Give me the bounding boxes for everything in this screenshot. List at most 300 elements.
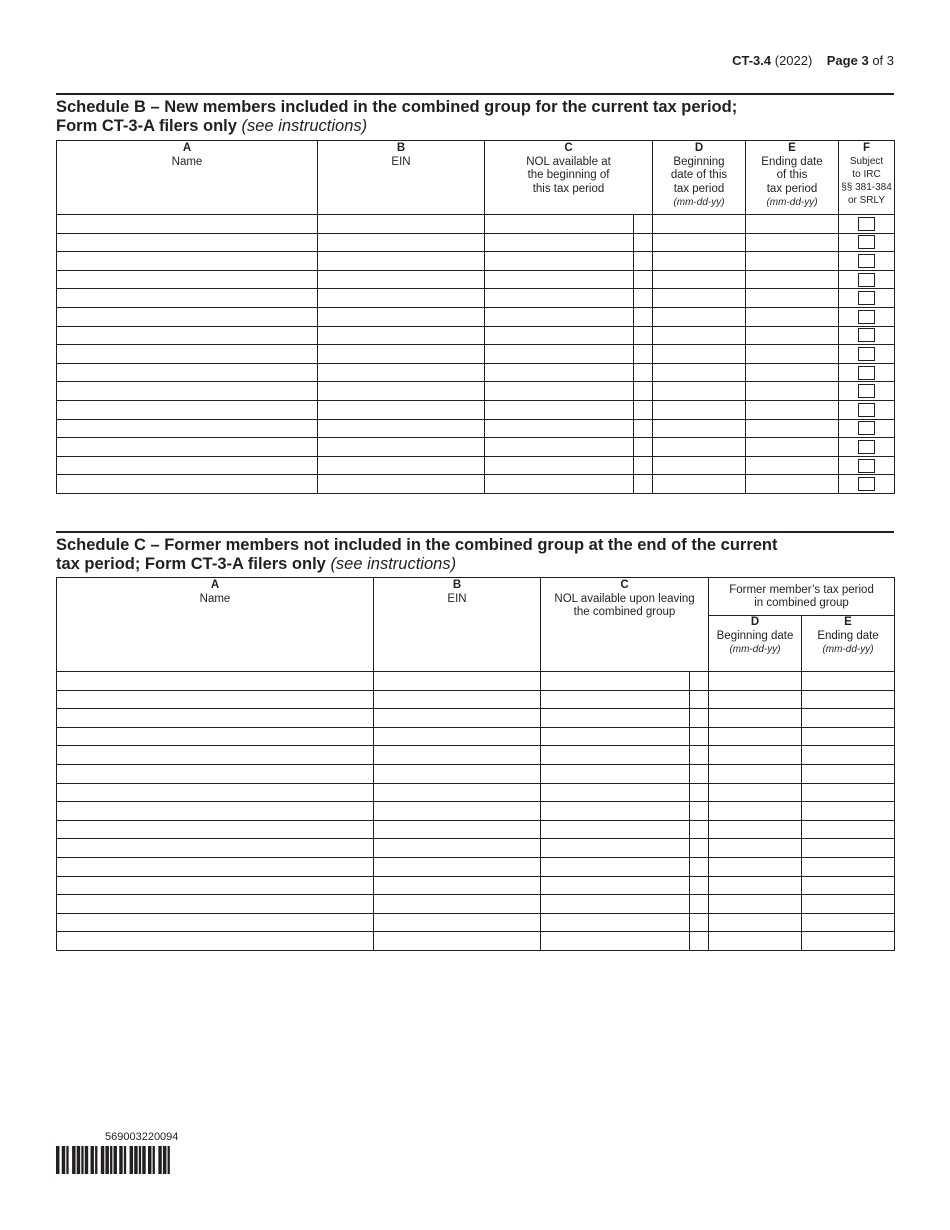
sc-begin-date-cell[interactable] [709, 783, 802, 802]
sb-ein-cell[interactable] [318, 363, 485, 382]
schedule-c-row [57, 913, 895, 932]
sb-nol-cell[interactable] [485, 307, 634, 326]
sb-name-cell[interactable] [57, 345, 318, 364]
form-year: (2022) [774, 53, 813, 68]
sb-col-f-line1: Subject [849, 156, 884, 167]
sb-name-cell[interactable] [57, 363, 318, 382]
srly-checkbox[interactable] [858, 459, 875, 473]
schedule-b-row [57, 289, 895, 308]
sb-nol-cents-cell[interactable] [634, 345, 653, 364]
page-header [732, 53, 894, 68]
sb-begin-date-cell[interactable] [653, 252, 746, 271]
sb-ein-cell[interactable] [318, 289, 485, 308]
sb-ein-cell[interactable] [318, 270, 485, 289]
schedule-b-row [57, 345, 895, 364]
sb-name-cell[interactable] [57, 456, 318, 475]
sb-col-a-letter: A [182, 142, 192, 154]
sc-nol-cell[interactable] [541, 709, 690, 728]
sb-nol-cell[interactable] [485, 400, 634, 419]
sc-end-date-cell[interactable] [802, 709, 895, 728]
sc-end-date-cell[interactable] [802, 690, 895, 709]
sb-ein-cell[interactable] [318, 252, 485, 271]
sb-name-cell[interactable] [57, 326, 318, 345]
sc-end-date-cell[interactable] [802, 913, 895, 932]
sc-nol-cents-cell[interactable] [690, 783, 709, 802]
sb-checkbox-cell [839, 400, 895, 419]
sc-ein-cell[interactable] [374, 746, 541, 765]
sb-begin-date-cell[interactable] [653, 456, 746, 475]
schedule-b-title-line1: Schedule B – New members included in the combined group for the current tax period; [56, 98, 738, 116]
sc-nol-cents-cell[interactable] [690, 727, 709, 746]
schedule-c-title-note: (see instructions) [330, 555, 457, 573]
sc-nol-cents-cell[interactable] [690, 839, 709, 858]
sb-col-e-letter: E [788, 142, 796, 154]
sb-ein-cell[interactable] [318, 382, 485, 401]
schedule-c-table [56, 577, 895, 951]
sc-begin-date-cell[interactable] [709, 672, 802, 691]
sc-ein-cell[interactable] [374, 764, 541, 783]
sc-name-cell[interactable] [57, 913, 374, 932]
barcode-bar [77, 1146, 80, 1174]
sb-checkbox-cell [839, 438, 895, 457]
sc-begin-date-cell[interactable] [709, 913, 802, 932]
sc-name-cell[interactable] [57, 932, 374, 951]
sb-ein-cell[interactable] [318, 345, 485, 364]
srly-checkbox[interactable] [858, 310, 875, 324]
sc-begin-date-cell[interactable] [709, 895, 802, 914]
sb-end-date-cell[interactable] [746, 326, 839, 345]
sb-checkbox-cell [839, 233, 895, 252]
sc-begin-date-cell[interactable] [709, 802, 802, 821]
sc-col-d-format: (mm-dd-yy) [729, 644, 781, 655]
sc-name-cell[interactable] [57, 802, 374, 821]
sb-begin-date-cell[interactable] [653, 475, 746, 494]
sc-end-date-cell[interactable] [802, 783, 895, 802]
sc-nol-cents-cell[interactable] [690, 876, 709, 895]
sb-ein-cell[interactable] [318, 419, 485, 438]
sc-col-e-format: (mm-dd-yy) [822, 644, 874, 655]
sb-nol-cents-cell[interactable] [634, 289, 653, 308]
sb-checkbox-cell [839, 363, 895, 382]
sb-nol-cents-cell[interactable] [634, 215, 653, 234]
sc-nol-cell[interactable] [541, 857, 690, 876]
barcode-bar [56, 1146, 59, 1174]
sb-ein-cell[interactable] [318, 456, 485, 475]
sb-nol-cell[interactable] [485, 252, 634, 271]
sb-begin-date-cell[interactable] [653, 270, 746, 289]
schedule-c-row [57, 876, 895, 895]
sc-name-cell[interactable] [57, 727, 374, 746]
sc-col-d-header [709, 616, 802, 672]
barcode-bar [95, 1146, 97, 1174]
sc-end-date-cell[interactable] [802, 895, 895, 914]
sc-nol-cents-cell[interactable] [690, 913, 709, 932]
sc-name-cell[interactable] [57, 857, 374, 876]
schedule-c-title [56, 531, 894, 574]
sb-checkbox-cell [839, 215, 895, 234]
sb-nol-cents-cell[interactable] [634, 307, 653, 326]
sc-nol-cell[interactable] [541, 913, 690, 932]
sc-col-e-letter: E [844, 616, 852, 628]
sb-nol-cents-cell[interactable] [634, 326, 653, 345]
sb-nol-cents-cell[interactable] [634, 252, 653, 271]
srly-checkbox[interactable] [858, 273, 875, 287]
sb-col-f-line2: to IRC [852, 169, 881, 180]
sb-col-f-letter: F [862, 142, 871, 154]
sb-checkbox-cell [839, 456, 895, 475]
barcode-bar [163, 1146, 166, 1174]
sb-col-c-header [485, 141, 653, 215]
sb-nol-cents-cell[interactable] [634, 438, 653, 457]
sb-end-date-cell[interactable] [746, 363, 839, 382]
schedule-b-row [57, 215, 895, 234]
sc-nol-cell[interactable] [541, 820, 690, 839]
sb-end-date-cell[interactable] [746, 438, 839, 457]
sb-begin-date-cell[interactable] [653, 326, 746, 345]
sc-end-date-cell[interactable] [802, 746, 895, 765]
sb-nol-cents-cell[interactable] [634, 400, 653, 419]
sb-end-date-cell[interactable] [746, 233, 839, 252]
schedule-b-row [57, 438, 895, 457]
sb-col-b-letter: B [396, 142, 406, 154]
sb-begin-date-cell[interactable] [653, 363, 746, 382]
sc-ein-cell[interactable] [374, 820, 541, 839]
sc-nol-cents-cell[interactable] [690, 690, 709, 709]
sb-nol-cell[interactable] [485, 419, 634, 438]
sb-nol-cents-cell[interactable] [634, 419, 653, 438]
sc-nol-cell[interactable] [541, 672, 690, 691]
sb-begin-date-cell[interactable] [653, 307, 746, 326]
schedule-b-row [57, 252, 895, 271]
sb-begin-date-cell[interactable] [653, 289, 746, 308]
barcode-bar [62, 1146, 65, 1174]
sc-col-c-letter: C [620, 579, 629, 591]
sb-nol-cell[interactable] [485, 289, 634, 308]
sc-col-d-label: Beginning date [716, 629, 794, 642]
srly-checkbox[interactable] [858, 217, 875, 231]
sc-nol-cell[interactable] [541, 802, 690, 821]
sb-col-b-label: EIN [391, 155, 411, 168]
sc-nol-cents-cell[interactable] [690, 764, 709, 783]
sc-col-e-header [802, 616, 895, 672]
sc-group-line1: Former member’s tax period [729, 583, 874, 596]
sc-ein-cell[interactable] [374, 709, 541, 728]
sb-col-e-format: (mm-dd-yy) [766, 197, 818, 208]
sc-col-a-header [57, 578, 374, 672]
sb-end-date-cell[interactable] [746, 382, 839, 401]
sc-col-c-line2: the combined group [573, 606, 676, 618]
sb-nol-cell[interactable] [485, 363, 634, 382]
sc-nol-cents-cell[interactable] [690, 820, 709, 839]
schedule-c-row [57, 839, 895, 858]
sc-end-date-cell[interactable] [802, 802, 895, 821]
barcode-bar [85, 1146, 88, 1174]
sc-ein-cell[interactable] [374, 932, 541, 951]
sb-nol-cell[interactable] [485, 345, 634, 364]
sc-begin-date-cell[interactable] [709, 932, 802, 951]
sb-nol-cell[interactable] [485, 233, 634, 252]
sb-end-date-cell[interactable] [746, 252, 839, 271]
sb-name-cell[interactable] [57, 419, 318, 438]
sc-ein-cell[interactable] [374, 857, 541, 876]
sc-name-cell[interactable] [57, 672, 374, 691]
sb-col-c-line2: the beginning of [527, 169, 610, 181]
sc-begin-date-cell[interactable] [709, 857, 802, 876]
sb-name-cell[interactable] [57, 233, 318, 252]
sc-end-date-cell[interactable] [802, 727, 895, 746]
sb-nol-cents-cell[interactable] [634, 475, 653, 494]
sc-begin-date-cell[interactable] [709, 746, 802, 765]
sc-end-date-cell[interactable] [802, 857, 895, 876]
sc-begin-date-cell[interactable] [709, 709, 802, 728]
barcode-bar [114, 1146, 117, 1174]
sb-nol-cell[interactable] [485, 382, 634, 401]
sb-name-cell[interactable] [57, 215, 318, 234]
schedule-b-row [57, 233, 895, 252]
sc-begin-date-cell[interactable] [709, 876, 802, 895]
sc-ein-cell[interactable] [374, 839, 541, 858]
sb-ein-cell[interactable] [318, 307, 485, 326]
sb-ein-cell[interactable] [318, 400, 485, 419]
sb-nol-cents-cell[interactable] [634, 363, 653, 382]
sb-nol-cell[interactable] [485, 326, 634, 345]
sc-nol-cell[interactable] [541, 746, 690, 765]
sc-group-line2: in combined group [754, 597, 849, 609]
sb-begin-date-cell[interactable] [653, 215, 746, 234]
sc-nol-cell[interactable] [541, 876, 690, 895]
sb-checkbox-cell [839, 382, 895, 401]
sb-name-cell[interactable] [57, 475, 318, 494]
sb-col-d-letter: D [694, 142, 704, 154]
sc-nol-cents-cell[interactable] [690, 932, 709, 951]
schedule-b-row [57, 270, 895, 289]
sb-end-date-cell[interactable] [746, 270, 839, 289]
sb-checkbox-cell [839, 289, 895, 308]
sc-name-cell[interactable] [57, 690, 374, 709]
sb-nol-cell[interactable] [485, 475, 634, 494]
sc-nol-cents-cell[interactable] [690, 857, 709, 876]
sb-begin-date-cell[interactable] [653, 345, 746, 364]
barcode-bar [91, 1146, 94, 1174]
sc-nol-cents-cell[interactable] [690, 746, 709, 765]
sb-name-cell[interactable] [57, 270, 318, 289]
srly-checkbox[interactable] [858, 366, 875, 380]
sb-col-d-line1: Beginning [673, 155, 725, 168]
sc-name-cell[interactable] [57, 895, 374, 914]
sb-ein-cell[interactable] [318, 438, 485, 457]
sc-end-date-cell[interactable] [802, 820, 895, 839]
sb-ein-cell[interactable] [318, 475, 485, 494]
sc-ein-cell[interactable] [374, 802, 541, 821]
schedule-b-header-row [57, 141, 895, 215]
sc-name-cell[interactable] [57, 764, 374, 783]
schedule-c-row [57, 783, 895, 802]
schedule-b-row [57, 307, 895, 326]
sb-nol-cents-cell[interactable] [634, 382, 653, 401]
sb-checkbox-cell [839, 307, 895, 326]
sc-nol-cents-cell[interactable] [690, 672, 709, 691]
srly-checkbox[interactable] [858, 254, 875, 268]
sc-begin-date-cell[interactable] [709, 764, 802, 783]
sc-name-cell[interactable] [57, 820, 374, 839]
sb-name-cell[interactable] [57, 382, 318, 401]
srly-checkbox[interactable] [858, 235, 875, 249]
sb-end-date-cell[interactable] [746, 475, 839, 494]
barcode-bar [119, 1146, 122, 1174]
sb-end-date-cell[interactable] [746, 400, 839, 419]
sb-begin-date-cell[interactable] [653, 438, 746, 457]
sb-col-e-line1: Ending date [761, 155, 823, 168]
sb-name-cell[interactable] [57, 307, 318, 326]
sc-ein-cell[interactable] [374, 727, 541, 746]
sb-nol-cell[interactable] [485, 438, 634, 457]
schedule-b-row [57, 363, 895, 382]
barcode-bar [130, 1146, 133, 1174]
sc-name-cell[interactable] [57, 746, 374, 765]
sc-end-date-cell[interactable] [802, 932, 895, 951]
sc-col-d-letter: D [750, 616, 760, 628]
schedule-c-rows [57, 672, 895, 951]
barcode-bar [139, 1146, 141, 1174]
schedule-c-row [57, 690, 895, 709]
barcode-bar [168, 1146, 170, 1174]
sb-col-d-line3: tax period [673, 182, 725, 195]
sb-begin-date-cell[interactable] [653, 400, 746, 419]
srly-checkbox[interactable] [858, 477, 875, 491]
sb-end-date-cell[interactable] [746, 419, 839, 438]
sb-col-e-line3: tax period [766, 182, 818, 195]
sc-begin-date-cell[interactable] [709, 690, 802, 709]
sb-col-c-line3: this tax period [532, 182, 605, 195]
sc-col-a-letter: A [210, 579, 220, 591]
sb-name-cell[interactable] [57, 252, 318, 271]
sc-nol-cell[interactable] [541, 727, 690, 746]
sc-name-cell[interactable] [57, 839, 374, 858]
barcode-number: 569003220094 [105, 1131, 179, 1143]
sb-nol-cents-cell[interactable] [634, 233, 653, 252]
sb-col-f-line3: §§ 381-384 [841, 182, 892, 193]
sb-checkbox-cell [839, 270, 895, 289]
sb-col-d-line2: date of this [670, 169, 728, 181]
srly-checkbox[interactable] [858, 384, 875, 398]
sc-nol-cell[interactable] [541, 895, 690, 914]
srly-checkbox[interactable] [858, 291, 875, 305]
sb-ein-cell[interactable] [318, 233, 485, 252]
sb-checkbox-cell [839, 252, 895, 271]
sc-begin-date-cell[interactable] [709, 727, 802, 746]
sc-ein-cell[interactable] [374, 876, 541, 895]
sb-col-f-line4: or SRLY [847, 195, 886, 206]
sb-begin-date-cell[interactable] [653, 233, 746, 252]
srly-checkbox[interactable] [858, 347, 875, 361]
sc-name-cell[interactable] [57, 709, 374, 728]
sb-end-date-cell[interactable] [746, 456, 839, 475]
srly-checkbox[interactable] [858, 328, 875, 342]
sc-nol-cell[interactable] [541, 932, 690, 951]
barcode-bar [158, 1146, 161, 1174]
sb-nol-cell[interactable] [485, 456, 634, 475]
sb-nol-cell[interactable] [485, 215, 634, 234]
sc-nol-cell[interactable] [541, 764, 690, 783]
sc-nol-cell[interactable] [541, 783, 690, 802]
schedule-b-table [56, 140, 895, 494]
schedule-c-row [57, 746, 895, 765]
sc-name-cell[interactable] [57, 783, 374, 802]
sc-ein-cell[interactable] [374, 690, 541, 709]
sb-checkbox-cell [839, 345, 895, 364]
schedule-b-row [57, 400, 895, 419]
sc-ein-cell[interactable] [374, 913, 541, 932]
srly-checkbox[interactable] [858, 421, 875, 435]
sc-begin-date-cell[interactable] [709, 839, 802, 858]
sc-end-date-cell[interactable] [802, 839, 895, 858]
sc-name-cell[interactable] [57, 876, 374, 895]
barcode-bar [124, 1146, 126, 1174]
sc-end-date-cell[interactable] [802, 764, 895, 783]
schedule-b-row [57, 326, 895, 345]
schedule-b-title-note: (see instructions) [241, 117, 368, 135]
schedule-b-rows [57, 215, 895, 494]
sc-col-e-label: Ending date [817, 629, 879, 642]
sb-end-date-cell[interactable] [746, 307, 839, 326]
barcode-bar [153, 1146, 155, 1174]
sb-nol-cents-cell[interactable] [634, 270, 653, 289]
sc-nol-cell[interactable] [541, 839, 690, 858]
srly-checkbox[interactable] [858, 403, 875, 417]
srly-checkbox[interactable] [858, 440, 875, 454]
sb-col-e-header [746, 141, 839, 215]
sc-nol-cell[interactable] [541, 690, 690, 709]
sc-end-date-cell[interactable] [802, 876, 895, 895]
sb-ein-cell[interactable] [318, 326, 485, 345]
sc-ein-cell[interactable] [374, 895, 541, 914]
sb-end-date-cell[interactable] [746, 289, 839, 308]
sc-col-c-line1: NOL available upon leaving [554, 592, 695, 605]
sc-nol-cents-cell[interactable] [690, 709, 709, 728]
barcode-bar [110, 1146, 112, 1174]
sb-col-b-header [318, 141, 485, 215]
barcode-bar [66, 1146, 68, 1174]
sb-nol-cell[interactable] [485, 270, 634, 289]
sb-begin-date-cell[interactable] [653, 382, 746, 401]
barcode-bar [148, 1146, 151, 1174]
barcode-bar [101, 1146, 104, 1174]
sb-end-date-cell[interactable] [746, 215, 839, 234]
sc-end-date-cell[interactable] [802, 672, 895, 691]
sc-col-b-letter: B [452, 579, 462, 591]
sb-checkbox-cell [839, 475, 895, 494]
form-id: CT-3.4 [732, 53, 772, 68]
sb-col-c-line1: NOL available at [526, 155, 611, 168]
sc-nol-cents-cell[interactable] [690, 802, 709, 821]
barcode-bar [81, 1146, 83, 1174]
sb-name-cell[interactable] [57, 438, 318, 457]
sc-begin-date-cell[interactable] [709, 820, 802, 839]
sb-ein-cell[interactable] [318, 215, 485, 234]
sc-nol-cents-cell[interactable] [690, 895, 709, 914]
sb-name-cell[interactable] [57, 400, 318, 419]
sc-group-header [709, 578, 895, 616]
sc-ein-cell[interactable] [374, 672, 541, 691]
sc-ein-cell[interactable] [374, 783, 541, 802]
sb-col-e-line2: of this [776, 169, 808, 181]
schedule-b-title-line2 [56, 117, 894, 136]
sb-name-cell[interactable] [57, 289, 318, 308]
sc-col-b-label: EIN [447, 592, 467, 605]
sb-end-date-cell[interactable] [746, 345, 839, 364]
sb-begin-date-cell[interactable] [653, 419, 746, 438]
sb-nol-cents-cell[interactable] [634, 456, 653, 475]
